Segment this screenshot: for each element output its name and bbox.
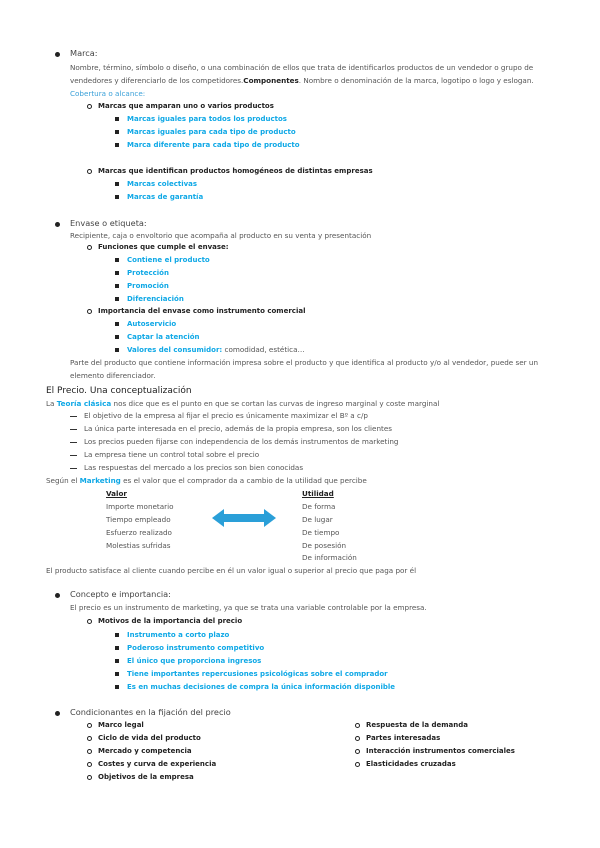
square-bullet [115,195,119,199]
valor-item-2: Tiempo empleado [106,515,171,524]
precio-clasica [46,398,439,410]
valor-heading: Valor [106,489,127,498]
ring-bullet [355,723,360,728]
precio-clasica-a: La [46,399,57,408]
precio-dash-3: Los precios pueden fijarse con independencia de los demás instrumentos de marketing [84,437,399,446]
bullet-dot [55,52,60,57]
square-bullet [115,685,119,689]
precio-dash-5: Las respuestas del mercado a los precios son bien conocidas [84,463,304,472]
condicionantes-heading: Condicionantes en la fijación del precio [70,707,231,717]
dash-bullet [70,442,77,443]
cond-right-3: Interacción instrumentos comerciales [366,747,515,755]
ring-bullet [87,245,92,250]
square-bullet [115,271,119,275]
utilidad-heading: Utilidad [302,489,334,498]
square-bullet [115,297,119,301]
envase-sub2-item-1: Autoservicio [127,320,177,328]
concepto-item-2: Poderoso instrumento competitivo [127,644,265,652]
concepto-item-5: Es en muchas decisiones de compra la única información disponible [127,683,396,691]
precio-title: El Precio. Una conceptualización [46,386,192,396]
cond-left-3: Mercado y competencia [98,747,192,755]
cond-left-2: Ciclo de vida del producto [98,734,201,742]
ring-bullet [87,169,92,174]
dash-bullet [70,416,77,417]
marca-sub1-item-1: Marcas iguales para todos los productos [127,115,287,123]
square-bullet [115,348,119,352]
precio-marketing-c: es el valor que el comprador da a cambio de la utilidad que percibe [120,476,367,485]
bullet-dot [55,711,60,716]
ring-bullet [87,723,92,728]
square-bullet [115,182,119,186]
cond-right-2: Partes interesadas [366,734,441,742]
concepto-item-3: El único que proporciona ingresos [127,657,262,665]
ring-bullet [87,775,92,780]
square-bullet [115,335,119,339]
bullet-dot [55,593,60,598]
utilidad-item-5: De información [302,553,357,562]
valor-item-1: Importe monetario [106,502,174,511]
ring-bullet [355,749,360,754]
square-bullet [115,646,119,650]
utilidad-item-4: De posesión [302,541,347,550]
concepto-heading: Concepto e importancia: [70,589,171,599]
envase-closing-2: elemento diferenciador. [70,371,156,380]
envase-sub1: Funciones que cumple el envase: [98,243,229,251]
envase-desc: Recipiente, caja o envoltorio que acompaña al producto en su venta y presentación [70,231,372,240]
ring-bullet [87,749,92,754]
envase-sub1-item-3: Promoción [127,282,169,290]
precio-dash-1: El objetivo de la empresa al fijar el precio es únicamente maximizar el Bº a c/p [84,411,368,420]
envase-heading: Envase o etiqueta: [70,218,147,228]
square-bullet [115,143,119,147]
marca-desc-2c: . Nombre o denominación de la marca, logotipo o logo y eslogan. [298,76,534,85]
marca-sub1-item-3: Marca diferente para cada tipo de producto [127,141,300,149]
square-bullet [115,633,119,637]
marca-cobertura: Cobertura o alcance: [70,89,146,98]
precio-satisface: El producto satisface al cliente cuando percibe en él un valor igual o superior al precio que paga por él [46,566,417,575]
cond-right-4: Elasticidades cruzadas [366,760,456,768]
marca-desc-2 [70,75,534,87]
precio-marketing-b: Marketing [79,476,121,485]
marca-sub2: Marcas que identifican productos homogéneos de distintas empresas [98,167,373,175]
precio-dash-4: La empresa tiene un control total sobre el precio [84,450,260,459]
square-bullet [115,672,119,676]
envase-valores-text: comodidad, estética… [222,345,305,354]
ring-bullet [87,619,92,624]
marca-componentes: Componentes [243,76,299,85]
cond-left-5: Objetivos de la empresa [98,773,194,781]
concepto-item-4: Tiene importantes repercusiones psicológicas sobre el comprador [127,670,388,678]
ring-bullet [87,762,92,767]
marca-heading: Marca: [70,48,98,58]
valor-item-3: Esfuerzo realizado [106,528,172,537]
double-arrow-icon [212,509,276,527]
ring-bullet [87,736,92,741]
ring-bullet [87,104,92,109]
envase-sub1-item-2: Protección [127,269,169,277]
bullet-dot [55,222,60,227]
envase-sub1-item-4: Diferenciación [127,295,184,303]
envase-sub2: Importancia del envase como instrumento comercial [98,307,306,315]
marca-desc-1: Nombre, término, símbolo o diseño, o una combinación de ellos que trata de identificarlos productos de un vendedor o grupo de [70,63,534,72]
concepto-desc: El precio es un instrumento de marketing, ya que se trata una variable controlable por la empresa. [70,603,427,612]
envase-valores-label: Valores del consumidor: [127,346,223,354]
utilidad-item-2: De lugar [302,515,333,524]
precio-clasica-c: nos dice que es el punto en que se cortan las curvas de ingreso marginal y coste marginal [111,399,440,408]
ring-bullet [355,762,360,767]
concepto-item-1: Instrumento a corto plazo [127,631,230,639]
square-bullet [115,117,119,121]
marca-sub2-item-2: Marcas de garantía [127,193,204,201]
square-bullet [115,659,119,663]
dash-bullet [70,455,77,456]
cond-left-4: Costes y curva de experiencia [98,760,217,768]
square-bullet [115,258,119,262]
dash-bullet [70,429,77,430]
marca-sub2-item-1: Marcas colectivas [127,180,198,188]
valor-item-4: Molestias sufridas [106,541,171,550]
square-bullet [115,284,119,288]
envase-closing-1: Parte del producto que contiene información impresa sobre el producto y que identifica al producto y/o al vendedor, puede ser un [70,358,539,367]
cond-left-1: Marco legal [98,721,144,729]
envase-sub2-item-2: Captar la atención [127,333,200,341]
precio-marketing [46,475,367,487]
utilidad-item-3: De tiempo [302,528,340,537]
envase-sub1-item-1: Contiene el producto [127,256,210,264]
ring-bullet [87,309,92,314]
utilidad-item-1: De forma [302,502,336,511]
marca-sub1-item-2: Marcas iguales para cada tipo de producto [127,128,296,136]
ring-bullet [355,736,360,741]
precio-clasica-b: Teoría clásica [56,399,112,408]
cond-right-1: Respuesta de la demanda [366,721,468,729]
square-bullet [115,322,119,326]
precio-marketing-a: Según el [46,476,80,485]
dash-bullet [70,468,77,469]
concepto-sub1: Motivos de la importancia del precio [98,617,243,625]
envase-sub2-item-3 [127,344,305,356]
precio-dash-2: La única parte interesada en el precio, además de la propia empresa, son los clientes [84,424,392,433]
marca-sub1: Marcas que amparan uno o varios productos [98,102,274,110]
square-bullet [115,130,119,134]
marca-desc-2a: vendedores y diferenciarlo de los competidores. [70,76,244,85]
